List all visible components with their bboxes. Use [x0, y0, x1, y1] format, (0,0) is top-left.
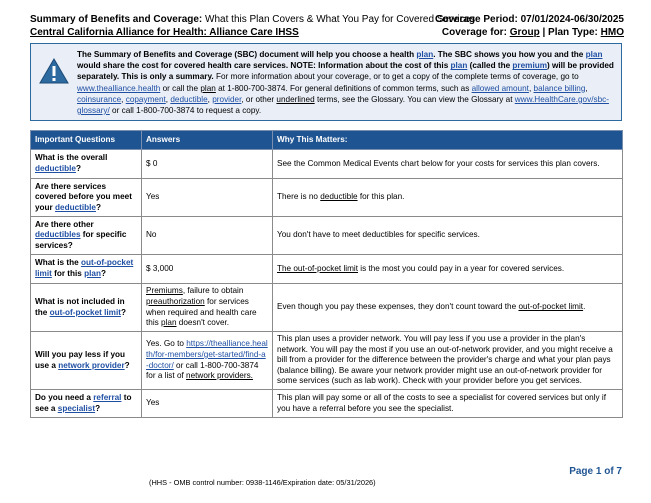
summary-description: What this Plan Covers & What You Pay for Covered Services: [205, 14, 476, 25]
question-cell: Are there other deductibles for specific services?: [31, 217, 142, 255]
out-of-pocket-limit-link[interactable]: out-of-pocket limit: [35, 258, 134, 278]
answer-cell: $ 0: [142, 150, 273, 179]
specialist-link[interactable]: specialist: [57, 403, 96, 413]
table-row: [31, 217, 623, 255]
deductible-link[interactable]: deductible: [55, 202, 96, 212]
header-right: [435, 13, 624, 39]
plan-link[interactable]: plan: [416, 50, 434, 59]
answer-cell: No: [142, 217, 273, 255]
table-row: [31, 284, 623, 332]
table-header-row: [31, 131, 623, 150]
plan-name: Central California Alliance for Health: Alliance Care IHSS: [30, 27, 299, 38]
provider-link[interactable]: provider: [212, 94, 242, 104]
question-cell: What is the out-of-pocket limit for this plan?: [31, 255, 142, 284]
why-cell: This plan uses a provider network. You will pay less if you use a provider in the plan's network. You will pay the most if you use an out-of-network provider, and you might receive a bill from a provider for the difference between the provider's charge and what your plan pays (balance billing). Be aware your network provider might use an out-of-network provider for some services (such as lab work). Check with your provider before you get services.: [273, 332, 623, 390]
column-header: Important Questions: [31, 131, 142, 150]
why-cell: Even though you pay these expenses, they don't count toward the out-of-pocket limit.: [273, 284, 623, 332]
answer-cell: $ 3,000: [142, 255, 273, 284]
page-number: Page 1 of 7: [569, 466, 622, 477]
deductible-link[interactable]: deductible: [35, 164, 76, 173]
plan-type-label: | Plan Type:: [542, 27, 598, 38]
alliance-website-link[interactable]: www.thealliance.health: [77, 83, 161, 93]
question-cell: Will you pay less if you use a network provider?: [31, 332, 142, 390]
why-cell: The out-of-pocket limit is the most you could pay in a year for covered services.: [273, 255, 623, 284]
copayment-link[interactable]: copayment: [125, 94, 166, 104]
premium-link[interactable]: premium: [512, 61, 547, 71]
table-row: [31, 179, 623, 217]
plan-link[interactable]: plan: [84, 269, 101, 278]
warning-icon: [39, 58, 69, 84]
column-header: Answers: [142, 131, 273, 150]
balance-billing-link[interactable]: balance billing: [533, 83, 586, 93]
table-row: [31, 332, 623, 390]
answer-cell: Yes: [142, 390, 273, 418]
omb-control-number: (HHS - OMB control number: 0938-1146/Expiration date: 05/31/2026): [149, 478, 376, 487]
coverage-for-value: Group: [509, 27, 540, 38]
why-cell: See the Common Medical Events chart below for your costs for services this plan covers.: [273, 150, 623, 179]
important-questions-table: [30, 130, 623, 418]
deductible-link[interactable]: deductible: [170, 94, 208, 104]
why-cell: This plan will pay some or all of the costs to see a specialist for covered services but only if you have a referral before you see the specialist.: [273, 390, 623, 418]
column-header: Why This Matters:: [273, 131, 623, 150]
header-left: [30, 13, 475, 39]
answer-cell: Premiums, failure to obtain preauthorization for services when required and health care this plan doesn't cover.: [142, 284, 273, 332]
glossary-link[interactable]: www.HealthCare.gov/sbc-glossary/: [77, 94, 609, 116]
plan-link[interactable]: plan: [450, 61, 468, 71]
sbc-notice-box: [30, 43, 622, 121]
table-row: [31, 150, 623, 179]
network-provider-link[interactable]: network provider: [58, 360, 125, 370]
allowed-amount-link[interactable]: allowed amount: [471, 83, 529, 93]
table-row: [31, 255, 623, 284]
summary-label: Summary of Benefits and Coverage:: [30, 14, 203, 25]
notice-text: The Summary of Benefits and Coverage (SBC) document will help you choose a health plan. The SBC shows you how you and the plan would share the cost for covered health care services. NOTE: Information about the cost of this plan (called the premium) will be provided separately. This is only a summary. For more information about your coverage, or to get a copy of the complete terms of coverage, go to www.thealliance.health or call the plan at 1-800-700-3874. For general definitions of common terms, such as allowed amount, balance billing, coinsurance, copayment, deductible, provider, or other underlined terms, see the Glossary. You can view the Glossary at www.HealthCare.gov/sbc-glossary/ or call 1-800-700-3874 to request a copy.: [77, 50, 614, 116]
out-of-pocket-limit-link[interactable]: out-of-pocket limit: [49, 307, 121, 317]
coverage-for-label: Coverage for:: [441, 27, 507, 38]
coinsurance-link[interactable]: coinsurance: [77, 94, 122, 104]
why-cell: You don't have to meet deductibles for specific services.: [273, 217, 623, 255]
plan-link[interactable]: plan: [585, 50, 603, 59]
answer-cell: Yes. Go to https://thealliance.health/for-members/get-started/find-a-doctor/ or call 1-800-700-3874 for a list of network providers.: [142, 332, 273, 390]
find-a-doctor-link[interactable]: https://thealliance.health/for-members/get-started/find-a-doctor/: [146, 339, 268, 370]
why-cell: There is no deductible for this plan.: [273, 179, 623, 217]
plan-link[interactable]: plan: [200, 83, 216, 93]
coverage-period: Coverage Period: 07/01/2024-06/30/2025: [434, 14, 624, 25]
question-cell: Are there services covered before you meet your deductible?: [31, 179, 142, 217]
table-row: [31, 390, 623, 418]
answer-cell: Yes: [142, 179, 273, 217]
referral-link[interactable]: referral: [93, 392, 122, 402]
deductibles-link[interactable]: deductibles: [35, 230, 81, 240]
plan-type-value: HMO: [600, 27, 624, 38]
question-cell: Do you need a referral to see a specialist?: [31, 390, 142, 418]
question-cell: What is not included in the out-of-pocket limit?: [31, 284, 142, 332]
question-cell: What is the overall deductible?: [31, 150, 142, 179]
